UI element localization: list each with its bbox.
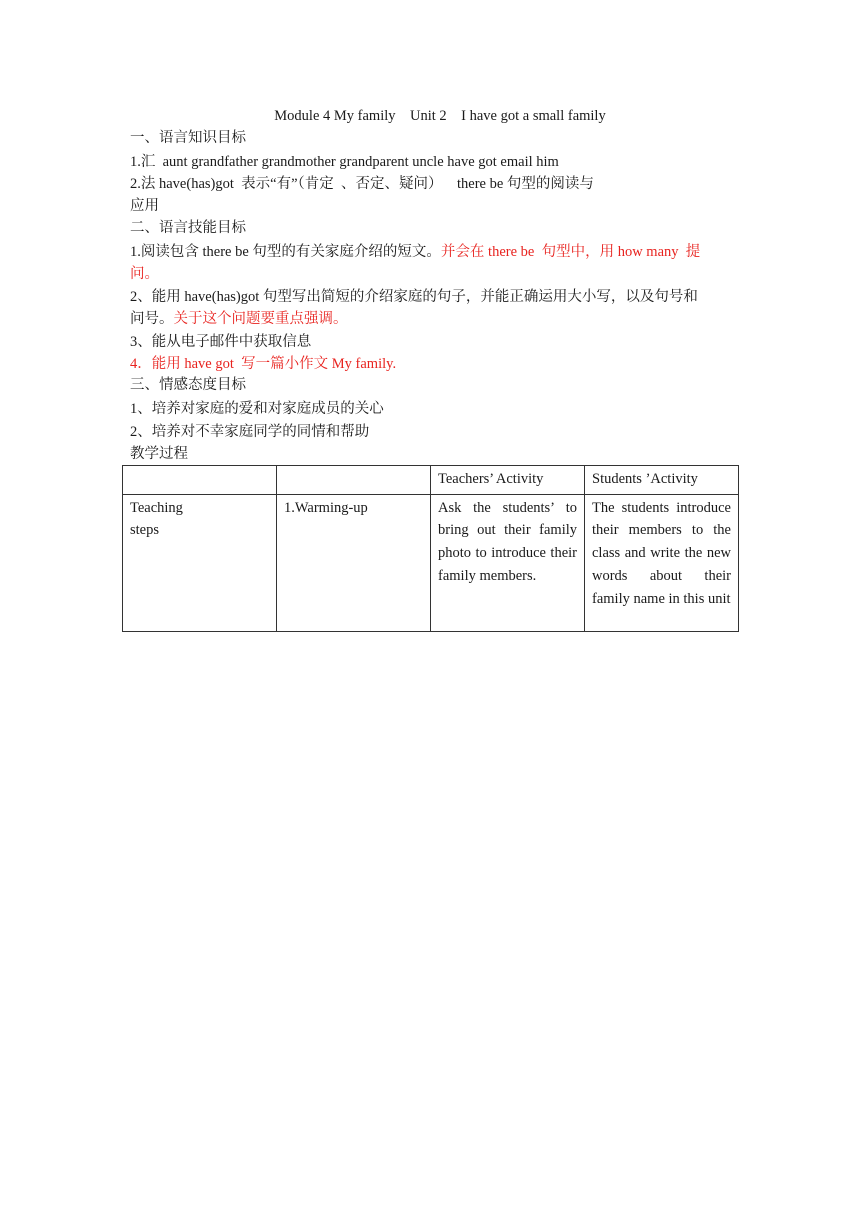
section-heading-skills: 二、语言技能目标 [130, 220, 246, 236]
skill-2-text: 问号。 [130, 311, 174, 327]
process-heading: 教学过程 [130, 446, 188, 462]
header-students-activity: Students ’Activity [585, 466, 739, 495]
document-title: Module 4 My family Unit 2 I have got a small family [274, 108, 606, 124]
attitude-1-line: 1、培养对家庭的爱和对家庭成员的关心 [130, 401, 384, 417]
vocabulary-line: 1.汇 aunt grandfather grandmother grandparent uncle have got email him [130, 154, 559, 170]
teaching-process-table [122, 465, 739, 632]
section-heading-knowledge: 一、语言知识目标 [130, 130, 246, 146]
skill-3-line: 3、能从电子邮件中获取信息 [130, 334, 312, 350]
table-row [123, 494, 739, 631]
grammar-line-1: 2.法 have(has)got 表示“有”（肯定 、否定、疑问） there be 句型的阅读与 [130, 176, 594, 192]
skill-1-line-1 [130, 242, 700, 262]
skill-2-line-2 [130, 309, 348, 329]
skill-2-red-note: 关于这个问题要重点强调。 [173, 311, 348, 327]
cell-teaching-steps-line-1: Teaching [130, 499, 183, 516]
skill-1-text: 1.阅读包含 there be 句型的有关家庭介绍的短文。 [130, 244, 441, 260]
table-header-row [123, 466, 739, 495]
skill-1-red-note: 并会在 there be 句型中，用 how many 提 [440, 244, 701, 260]
header-cell-empty-2 [277, 466, 431, 495]
cell-teachers-activity: Ask the students’ to bring out their family photo to introduce their family members. [431, 494, 585, 631]
cell-teaching-steps-line-2: steps [130, 522, 159, 539]
header-teachers-activity: Teachers’ Activity [431, 466, 585, 495]
cell-students-activity: The students introduce their members to the class and write the new words about their family name in this unit [585, 494, 739, 631]
cell-teaching-steps [123, 494, 277, 631]
skill-4-line: 4．能用 have got 写一篇小作文 My family. [130, 356, 397, 372]
section-heading-attitude: 三、情感态度目标 [130, 377, 246, 393]
grammar-line-2: 应用 [130, 198, 159, 214]
cell-warming-up: 1.Warming-up [277, 494, 431, 631]
header-cell-empty-1 [123, 466, 277, 495]
attitude-2-line: 2、培养对不幸家庭同学的同情和帮助 [130, 424, 370, 440]
skill-1-line-2: 问。 [130, 266, 159, 282]
skill-2-line-1: 2、能用 have(has)got 句型写出简短的介绍家庭的句子，并能正确运用大小写，以及句号和 [130, 289, 698, 305]
